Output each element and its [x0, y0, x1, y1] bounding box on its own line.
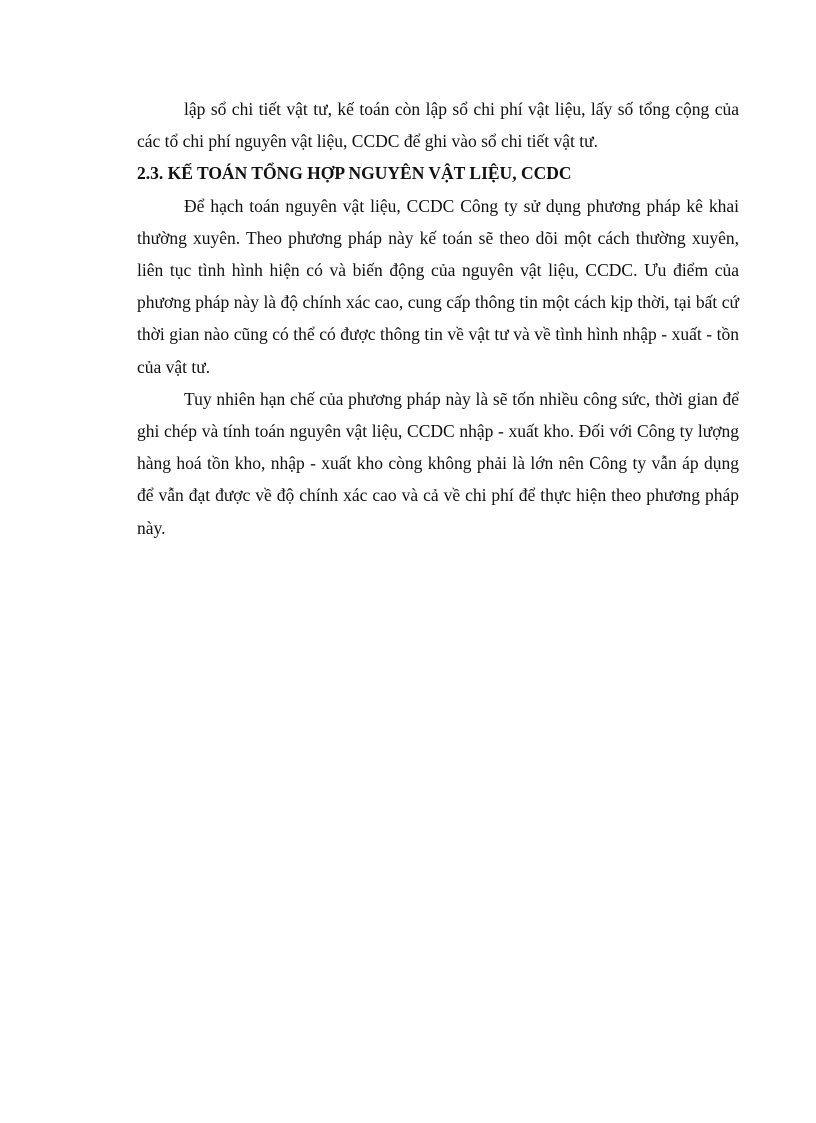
paragraph-limitation: Tuy nhiên hạn chế của phương pháp này là sẽ tốn nhiều công sức, thời gian để ghi chép và tính toán nguyên vật liệu, CCDC nhập - xuất kho. Đối với Công ty lượng hàng hoá tồn kho, nhập - xuất kho còng không phải là lớn nên Công ty vẫn áp dụng để vẫn đạt được về độ chính xác cao và cả về chi phí để thực hiện theo phương pháp này. [137, 388, 739, 538]
document-body [137, 93, 739, 544]
paragraph-continuation: lập sổ chi tiết vật tư, kế toán còn lập sổ chi phí vật liệu, lấy số tổng cộng của các tổ chi phí nguyên vật liệu, CCDC để ghi vào sổ chi tiết vật tư. [137, 99, 739, 152]
section-heading: 2.3. KẾ TOÁN TỔNG HỢP NGUYÊN VẬT LIỆU, CCDC [137, 163, 572, 184]
paragraph-method: Để hạch toán nguyên vật liệu, CCDC Công ty sử dụng phương pháp kê khai thường xuyên. Theo phương pháp này kế toán sẽ theo dõi một cách thường xuyên, liên tục tình hình hiện có và biến động của nguyên vật liệu, CCDC. Ưu điểm của phương pháp này là độ chính xác cao, cung cấp thông tin một cách kịp thời, tại bất cứ thời gian nào cũng có thể có được thông tin về vật tư và về tình hình nhập - xuất - tồn của vật tư. [137, 195, 739, 377]
